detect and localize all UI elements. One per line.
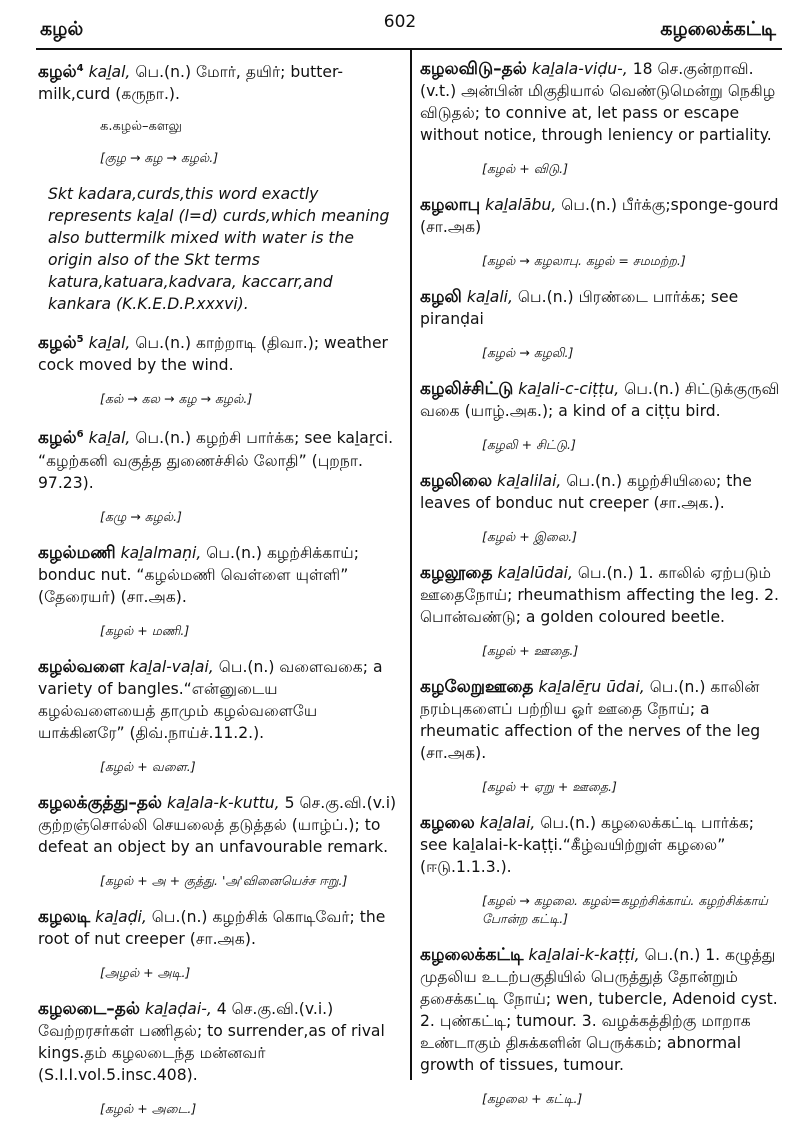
dictionary-entry — [420, 286, 780, 330]
etymology: [கழு → கழல்.] — [100, 508, 182, 524]
transliteration: kaḻal, — [88, 63, 131, 82]
headword: கழல் — [38, 62, 77, 83]
homograph-number: 6 — [76, 429, 84, 441]
definition: பெ.(n.) சிட்டுக்குருவி வகை (யாழ்.அக.); a kind of a ciṭṭu bird. — [420, 380, 780, 420]
etymology: [கல் → கல → கழ → கழல்.] — [100, 391, 253, 407]
etymology: [கழல் + இலை.] — [482, 529, 577, 544]
etymology: [கழலை + கட்டி.] — [482, 1091, 583, 1106]
header-right-word: கழலைக்கட்டி — [660, 18, 776, 40]
transliteration: kaḻala-k-kuttu, — [167, 793, 280, 812]
headword: கழலாபு — [420, 195, 481, 215]
definition: பெ.(n.) பிரண்டை பார்க்க; see piranḍai — [420, 288, 739, 328]
definition: 4 செ.கு.வி.(v.i.) வேற்றரசர்கள் பணிதல்; to surrender,as of rival kings.தம் கழலடைந்த மன்னவர் (S.I.I.vol.5.insc.408). — [38, 999, 385, 1084]
dictionary-entry — [38, 58, 398, 105]
column-divider — [410, 50, 412, 1080]
etymology: [கழல் + விடு.] — [482, 161, 568, 176]
dictionary-entry — [420, 676, 780, 764]
dictionary-entry — [420, 470, 780, 514]
etymology: [கழலி + சிட்டு.] — [482, 437, 576, 452]
headword: கழலடை–தல் — [38, 998, 140, 1019]
transliteration: kaḻalābu, — [485, 196, 557, 214]
homograph-number: 4 — [76, 63, 84, 74]
transliteration: kaḻaḍai-, — [144, 999, 212, 1018]
transliteration: kaḻalilai, — [497, 472, 562, 490]
definition: பெ.(n.) காற்றாடி (திவா.); weather cock moved by the wind. — [38, 334, 388, 375]
definition: பெ.(n.) கழற்சிக்காய்; bonduc nut. “கழல்மணி வெள்ளை யுள்ளி” (தேரையர்) (சா.அக). — [38, 543, 360, 606]
homograph-number: 5 — [76, 334, 84, 346]
headword: கழலடி — [38, 906, 91, 927]
transliteration: kaḻala-viḍu-, — [531, 60, 628, 78]
dictionary-entry — [38, 998, 398, 1086]
etymology-remark: Skt kadara,curds,this word exactly represents kaḻal (l=d) curds,which meaning also buttermilk mixed with water is the origin also of the Skt terms katura,katuara,kadvara, kaccarr,and kankara (K.K.E.D.P.xxxvi). — [48, 185, 390, 314]
transliteration: kaḻaḍi, — [95, 907, 147, 926]
definition: 5 செ.கு.வி.(v.i) குற்றஞ்சொல்லி செயலைத் தடுத்தல் (யாழ்ப்.); to defeat an object by an unfavourable remark. — [38, 793, 397, 856]
definition: பெ.(n.) கழற்சிக் கொடிவேர்; the root of nut creeper (சா.அக). — [38, 907, 386, 948]
headword: கழல்மணி — [38, 542, 116, 563]
etymology: [கழல் → கழலாபு. கழல் = சமமற்ற.] — [482, 253, 686, 268]
transliteration: kaḻalēṟu ūdai, — [538, 678, 645, 696]
etymology: [கழல் + ஏறு + ஊதை.] — [482, 779, 617, 794]
dictionary-entry — [420, 58, 780, 146]
headword: கழலவிடு–தல் — [420, 59, 527, 79]
page-number: 602 — [383, 12, 417, 32]
etymology: [குழ → கழ → கழல்.] — [100, 150, 219, 166]
headword: கழலிச்சிட்டு — [420, 379, 514, 399]
dictionary-entry — [38, 656, 398, 744]
transliteration: kaḻalai, — [479, 814, 536, 832]
dictionary-entry — [38, 329, 398, 376]
etymology: [கழல் → கழலி.] — [482, 345, 574, 360]
cognate-note: க.கழல்–களலு — [100, 119, 182, 135]
dictionary-entry — [38, 906, 398, 950]
dictionary-entry — [420, 562, 780, 628]
headword: கழல் — [38, 333, 77, 354]
headword: கழல் — [38, 428, 77, 449]
definition: 18 செ.குன்றாவி.(v.t.) அன்பின் மிகுதியால் வெண்டுமென்று நெகிழ விடுதல்; to connive at, let pass or escape without notice, through leniency or partiality. — [420, 60, 776, 144]
definition: பெ.(n.) கழலைக்கட்டி பார்க்க; see kaḻalai-k-kaṭṭi.“கீழ்வயிற்றுள் கழலை” (ஈடு.1.1.3.). — [420, 814, 755, 876]
transliteration: kaḻalmaṇi, — [120, 543, 202, 562]
left-column — [38, 58, 398, 1134]
etymology: [கழல் + மணி.] — [100, 622, 190, 638]
headword: கழலைக்கட்டி — [420, 945, 524, 965]
definition: பெ.(n.) 1. காலில் ஏற்படும் ஊதைநோய்; rheumathism affecting the leg. 2. பொன்வண்டு; a golden coloured beetle. — [420, 564, 780, 626]
dictionary-entry — [420, 194, 780, 238]
definition: பெ.(n.) கழற்சி பார்க்க; see kaḻaṟci. “கழற்கனி வகுத்த துணைச்சில் லோதி” (புறநா. 97.23). — [38, 429, 394, 492]
headword: கழலி — [420, 287, 462, 307]
transliteration: kaḻal, — [88, 334, 131, 353]
definition: பெ.(n.) வளைவகை; a variety of bangles.“என்னுடைய கழல்வளையைத் தாமும் கழல்வளையே யாக்கினரே” (திவ்.நாய்ச்.11.2.). — [38, 657, 383, 742]
definition: பெ.(n.) 1. கழுத்து முதலிய உடற்பகுதியில் பெருத்துத் தோன்றும் தசைக்கட்டி நோய்; wen, tubercle, Adenoid cyst. 2. புண்கட்டி; tumour. 3. வழக்கத்திற்கு மாறாக உண்டாகும் திசுக்களின் பெருக்கம்; abnormal growth of tissues, tumour. — [420, 946, 778, 1074]
headword: கழலூதை — [420, 563, 493, 583]
transliteration: kaḻalūdai, — [497, 564, 573, 582]
etymology: [கழல் + அ + குத்து. 'அ'வினையெச்ச ஈறு.] — [100, 872, 348, 888]
transliteration: kaḻali, — [466, 288, 513, 306]
dictionary-entry — [420, 812, 780, 878]
etymology: [கழல் + ஊதை.] — [482, 643, 579, 658]
dictionary-entry — [38, 792, 398, 858]
transliteration: kaḻal, — [88, 429, 131, 448]
definition: பெ.(n.) கழற்சியிலை; the leaves of bonduc nut creeper (சா.அக.). — [420, 472, 752, 512]
header-rule — [36, 48, 782, 50]
page-header — [0, 8, 800, 48]
definition: பெ.(n.) பீர்க்கு;sponge-gourd (சா.அக) — [420, 196, 779, 236]
etymology: [கழல் + வளை.] — [100, 758, 196, 774]
definition: பெ.(n.) மோர், தயிர்; butter-milk,curd (கருநா.). — [38, 63, 343, 104]
dictionary-entry — [420, 944, 780, 1076]
definition: பெ.(n.) காலின் நரம்புகளைப் பற்றிய ஓர் ஊதை நோய்; a rheumatic affection of the nerves of the leg (சா.அக). — [420, 678, 761, 762]
transliteration: kaḻali-c-ciṭṭu, — [518, 380, 620, 398]
etymology: [கழல் + அடை.] — [100, 1100, 197, 1116]
etymology: [அழல் + அடி.] — [100, 964, 191, 980]
etymology: [கழல் → கழலை. கழல்=கழற்சிக்காய். கழற்சிக்காய் போன்ற கட்டி.] — [482, 893, 768, 926]
transliteration: kaḻal-vaḷai, — [129, 657, 214, 676]
dictionary-entry — [420, 378, 780, 422]
headword: கழலேறுஊதை — [420, 677, 534, 697]
headword: கழலிலை — [420, 471, 493, 491]
headword: கழலை — [420, 813, 475, 833]
dictionary-entry — [38, 424, 398, 493]
headword: கழலக்குத்து–தல் — [38, 792, 163, 813]
dictionary-entry — [38, 542, 398, 608]
header-left-word: கழல் — [40, 18, 84, 40]
headword: கழல்வளை — [38, 656, 125, 677]
right-column — [420, 58, 780, 1124]
transliteration: kaḻalai-k-kaṭṭi, — [528, 946, 640, 964]
